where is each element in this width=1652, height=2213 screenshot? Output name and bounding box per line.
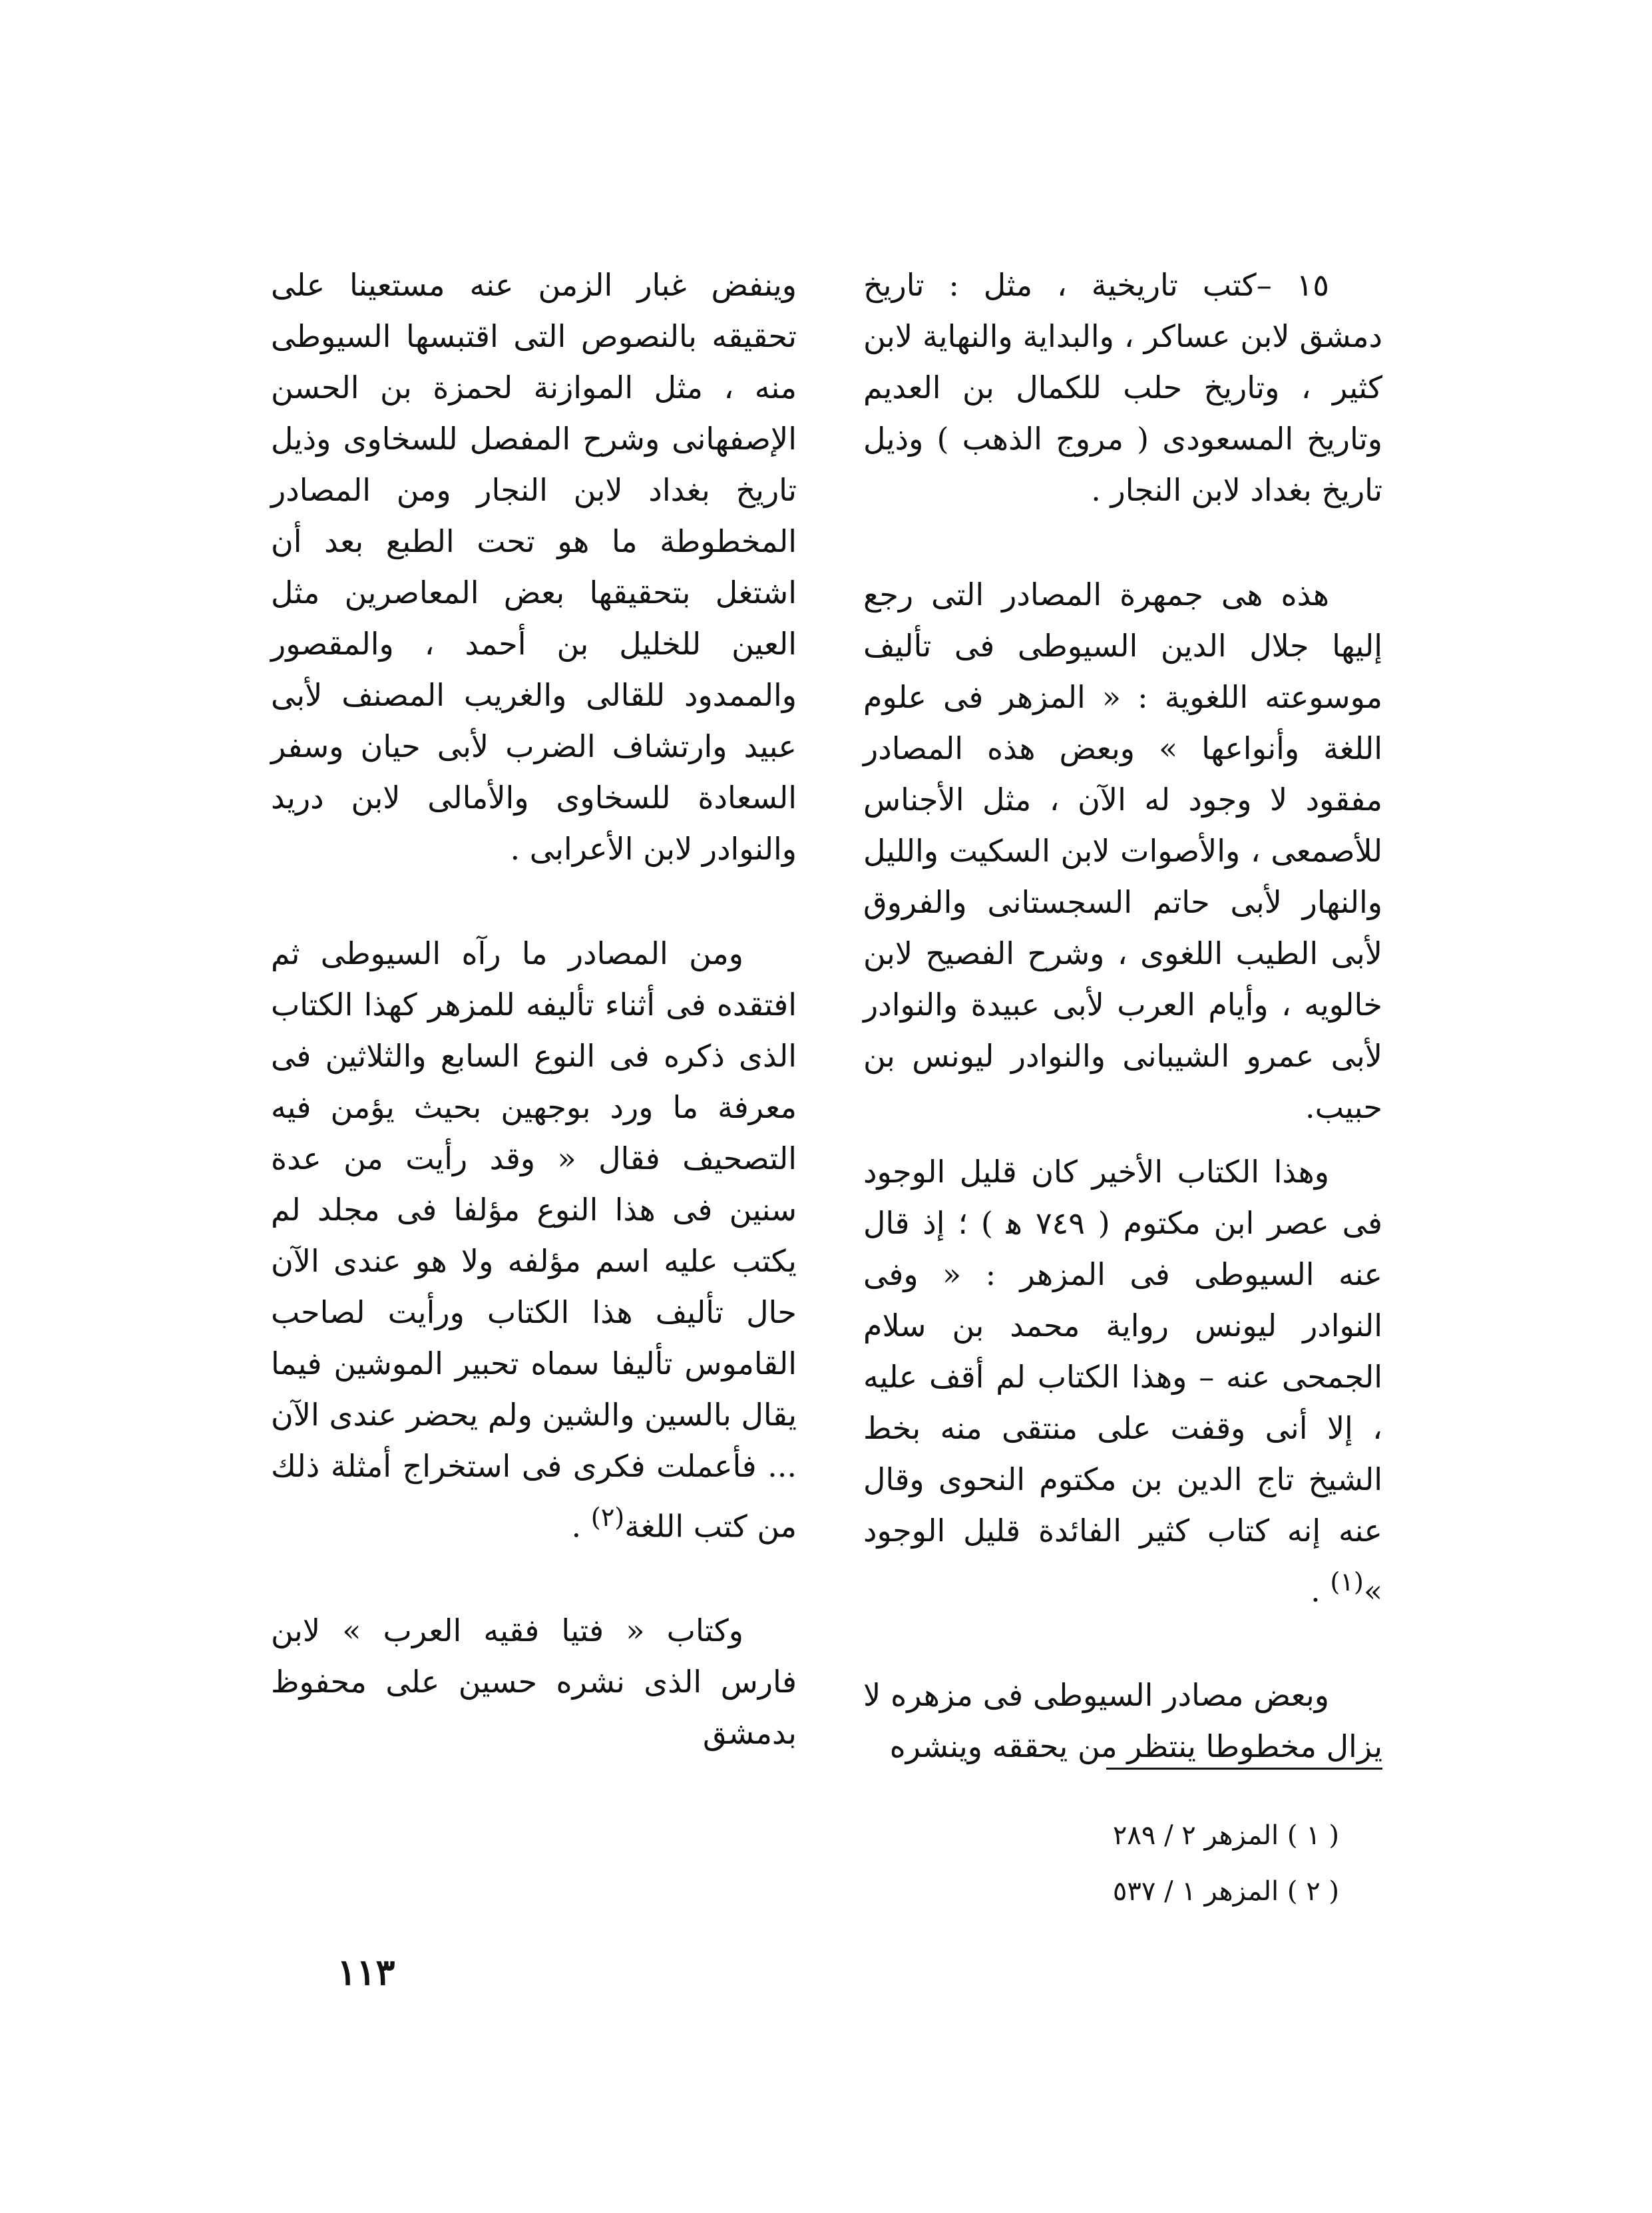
right-text-column [863,260,1382,1772]
page-number: ١١٣ [337,1951,395,1993]
paragraph-end: . [571,1508,591,1545]
paragraph-ibn-maktum [863,1146,1382,1616]
paragraph-historical-books [863,260,1382,516]
footnote-2: ( ٢ ) المزهر ١ / ٥٣٧ [1112,1876,1339,1907]
paragraph-text: ومن المصادر ما رآه السيوطى ثم افتقده فى أثناء تأليفه للمزهر كهذا الكتاب الذى ذكره فى النوع السابع والثلاثين فى معرفة ما ورد بوجهين بحيث يؤمن فيه التصحيف فقال « وقد رأيت من عدة سنين فى هذا النوع مؤلفا فى مجلد لم يكتب عليه اسم مؤلفه ولا هو عندى الآن حال تأليف هذا الكتاب ورأيت لصاحب القاموس تأليفا سماه تحبير الموشين فيما يقال بالسين والشين ولم يحضر عندى الآن ... فأعملت فكرى فى استخراج أمثلة ذلك من كتب اللغة [271,935,797,1545]
footnote-1: ( ١ ) المزهر ٢ / ٢٨٩ [1112,1820,1339,1851]
paragraph-text: وبعض مصادر السيوطى فى مزهره لا يزال مخطوطا ينتظر من يحققه وينشره [863,1677,1382,1765]
paragraph-lost-book [271,928,797,1552]
footnote-divider [1106,1768,1382,1770]
paragraph-end: . [1311,1573,1331,1609]
left-text-column [271,260,797,1759]
footnotes [873,1808,1339,1919]
paragraph-text: وينفض غبار الزمن عنه مستعينا على تحقيقه بالنصوص التى اقتبسها السيوطى منه ، مثل الموازنة لحمزة بن الحسن الإصفهانى وشرح المفصل للسخاوى وذيل تاريخ بغداد لابن النجار ومن المصادر المخطوطة ما هو تحت الطبع بعد أن اشتغل بتحقيقها بعض المعاصرين مثل العين للخليل بن أحمد ، والمقصور والممدود للقالى والغريب المصنف لأبى عبيد وارتشاف الضرب لأبى حيان وسفر السعادة للسخاوى والأمالى لابن دريد والنوادر لابن الأعرابى . [271,267,797,867]
paragraph-text: هذه هى جمهرة المصادر التى رجع إليها جلال الدين السيوطى فى تأليف موسوعته اللغوية : « المزهر فى علوم اللغة وأنواعها » وبعض هذه المصادر مفقود لا وجود له الآن ، مثل الأجناس للأصمعى ، والأصوات لابن السكيت والليل والنهار لأبى حاتم السجستانى والفروق لأبى الطيب اللغوى ، وشرح الفصيح لابن خالويه ، وأيام العرب لأبى عبيدة والنوادر لأبى عمرو الشيبانى والنوادر ليونس بن حبيب. [863,577,1382,1125]
paragraph-sources-summary [863,569,1382,1133]
paragraph-manuscripts [863,1670,1382,1772]
footnote-reference-1: (١) [1330,1567,1364,1597]
paragraph-text: وهذا الكتاب الأخير كان قليل الوجود فى عصر ابن مكتوم ( ٧٤٩ ﻫ ) ؛ إذ قال عنه السيوطى فى المزهر : « وفى النوادر ليونس رواية محمد بن سلام الجمحى عنه – وهذا الكتاب لم أقف عليه ، إلا أنى وقفت على منتقى منه بخط الشيخ تاج الدين بن مكتوم النحوى وقال عنه إنه كتاب كثير الفائدة قليل الوجود » [863,1154,1382,1609]
paragraph-ibn-faris [271,1605,797,1759]
footnote-reference-2: (٢) [590,1503,625,1533]
paragraph-text: ١٥ –كتب تاريخية ، مثل : تاريخ دمشق لابن عساكر ، والبداية والنهاية لابن كثير ، وتاريخ حلب للكمال بن العديم وتاريخ المسعودى ( مروج الذهب ) وذيل تاريخ بغداد لابن النجار . [863,267,1382,508]
paragraph-text: وكتاب « فتيا فقيه العرب » لابن فارس الذى نشره حسين على محفوظ بدمشق [271,1612,797,1752]
paragraph-manuscripts-continued [271,260,797,875]
